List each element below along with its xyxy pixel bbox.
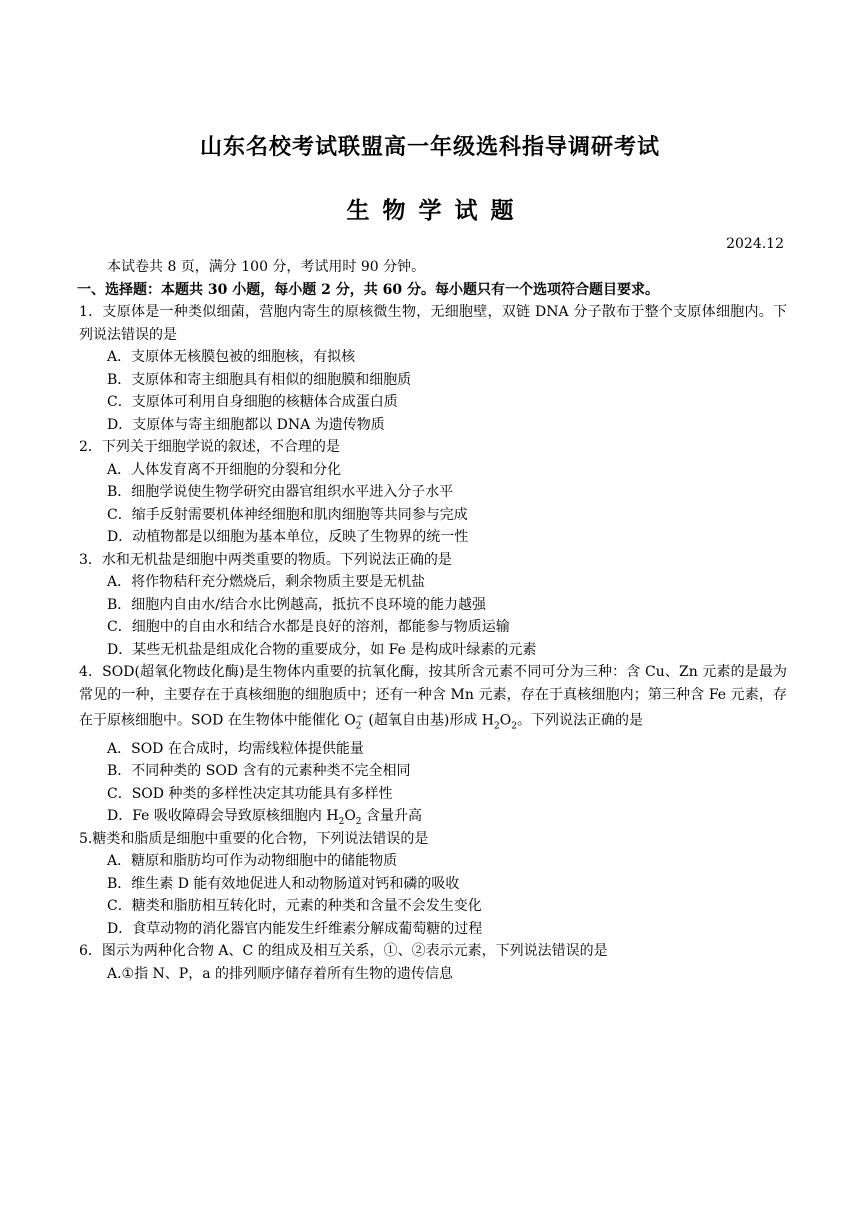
o2-subscript: 2	[355, 721, 362, 732]
option-d-subscript-1: 2	[338, 817, 345, 828]
question-4-option-d-part2: O	[344, 808, 356, 825]
question-4-stem-part3: O	[499, 712, 512, 729]
question-5-stem: 5.糖类和脂质是细胞中重要的化合物，下列说法错误的是	[79, 830, 429, 847]
h2o2-subscript-1: 2	[494, 721, 500, 732]
question-1-option-c: C．支原体可利用自身细胞的核糖体合成蛋白质	[107, 394, 398, 410]
question-1-option-a: A．支原体无核膜包被的细胞核，有拟核	[107, 349, 356, 365]
question-2-option-d: D．动植物都是以细胞为基本单位，反映了生物界的统一性	[107, 529, 469, 545]
question-4-option-d-part1: D．Fe 吸收障碍会导致原核细胞内 H	[107, 808, 339, 825]
question-2-option-c: C．缩手反射需要机体神经细胞和肌肉细胞等共同参与完成	[107, 506, 468, 523]
question-5-option-b: B．维生素 D 能有效地促进人和动物肠道对钙和磷的吸收	[107, 875, 460, 892]
question-1-stem: 1．支原体是一种类似细菌，营胞内寄生的原核微生物，无细胞壁，双链 DNA 分子散布于整个支原体细胞内。下列说法错误的是	[79, 304, 787, 343]
question-4-option-d-part3: 含量升高	[361, 808, 422, 825]
option-d-subscript-2: 2	[355, 817, 362, 828]
question-4-option-c: C．SOD 种类的多样性决定其功能具有多样性	[107, 785, 393, 802]
exam-date: 2024.12	[726, 236, 784, 252]
question-4-stem-part4: 。下列说法正确的是	[516, 712, 643, 729]
exam-title: 山东名校考试联盟高一年级选科指导调研考试	[199, 134, 660, 160]
question-5-option-c: C．糖类和脂肪相互转化时，元素的种类和含量不会发生变化	[107, 898, 482, 915]
exam-intro: 本试卷共 8 页，满分 100 分，考试用时 90 分钟。	[107, 259, 426, 275]
question-3-option-b: B．细胞内自由水/结合水比例越高，抵抗不良环境的能力越强	[107, 596, 487, 613]
question-2-stem: 2．下列关于细胞学说的叙述，不合理的是	[79, 439, 340, 455]
question-4-stem-part2: (超氧自由基)形成 H	[363, 712, 494, 729]
section-heading: 一、选择题：本题共 30 小题，每小题 2 分，共 60 分。每小题只有一个选项符合题目要求。	[77, 281, 659, 298]
question-4-stem	[79, 661, 787, 738]
question-1-option-b: B．支原体和寄主细胞具有相似的细胞膜和细胞质	[107, 371, 412, 388]
question-6-stem: 6．图示为两种化合物 A、C 的组成及相互关系，①、②表示元素，下列说法错误的是	[79, 943, 608, 960]
superoxide-formula	[356, 706, 364, 738]
h2o2-subscript-2: 2	[511, 721, 517, 732]
question-4-option-b: B．不同种类的 SOD 含有的元素种类不完全相同	[107, 763, 411, 780]
question-1-option-d: D．支原体与寄主细胞都以 DNA 为遗传物质	[107, 416, 385, 433]
question-2-option-b: B．细胞学说使生物学研究由器官组织水平进入分子水平	[107, 484, 454, 500]
question-4-stem-part1: 4．SOD(超氧化物歧化酶)是生物体内重要的抗氧化酶，按其所含元素不同可分为三种：含 Cu、Zn 元素的是最为常见的一种，主要存在于真核细胞的细胞质中；还有一种含 Mn 元素，存在于真核细胞内；第三种含 Fe 元素，存在于原核细胞中。SOD 在生物体中能催化 O	[79, 664, 787, 729]
question-3-option-c: C．细胞中的自由水和结合水都是良好的溶剂，都能参与物质运输	[107, 619, 510, 635]
question-5-option-d: D．食草动物的消化器官内能发生纤维素分解成葡萄糖的过程	[107, 920, 483, 937]
question-4-option-a: A．SOD 在合成时，均需线粒体提供能量	[107, 740, 364, 757]
question-2-option-a: A．人体发育离不开细胞的分裂和分化	[107, 461, 342, 478]
exam-subtitle: 生物学试题	[346, 197, 527, 224]
question-3-stem: 3．水和无机盐是细胞中两类重要的物质。下列说法正确的是	[79, 551, 452, 568]
exam-body	[79, 256, 787, 985]
o2-superscript: −	[356, 712, 364, 722]
question-4-option-d	[79, 805, 787, 828]
question-3-option-a: A．将作物秸秆充分燃烧后，剩余物质主要是无机盐	[107, 574, 426, 590]
question-5-option-a: A．糖原和脂肪均可作为动物细胞中的储能物质	[107, 853, 398, 870]
question-6-option-a: A.①指 N、P，a 的排列顺序储存着所有生物的遗传信息	[107, 965, 454, 982]
question-3-option-d: D．某些无机盐是组成化合物的重要成分，如 Fe 是构成叶绿素的元素	[107, 641, 537, 658]
